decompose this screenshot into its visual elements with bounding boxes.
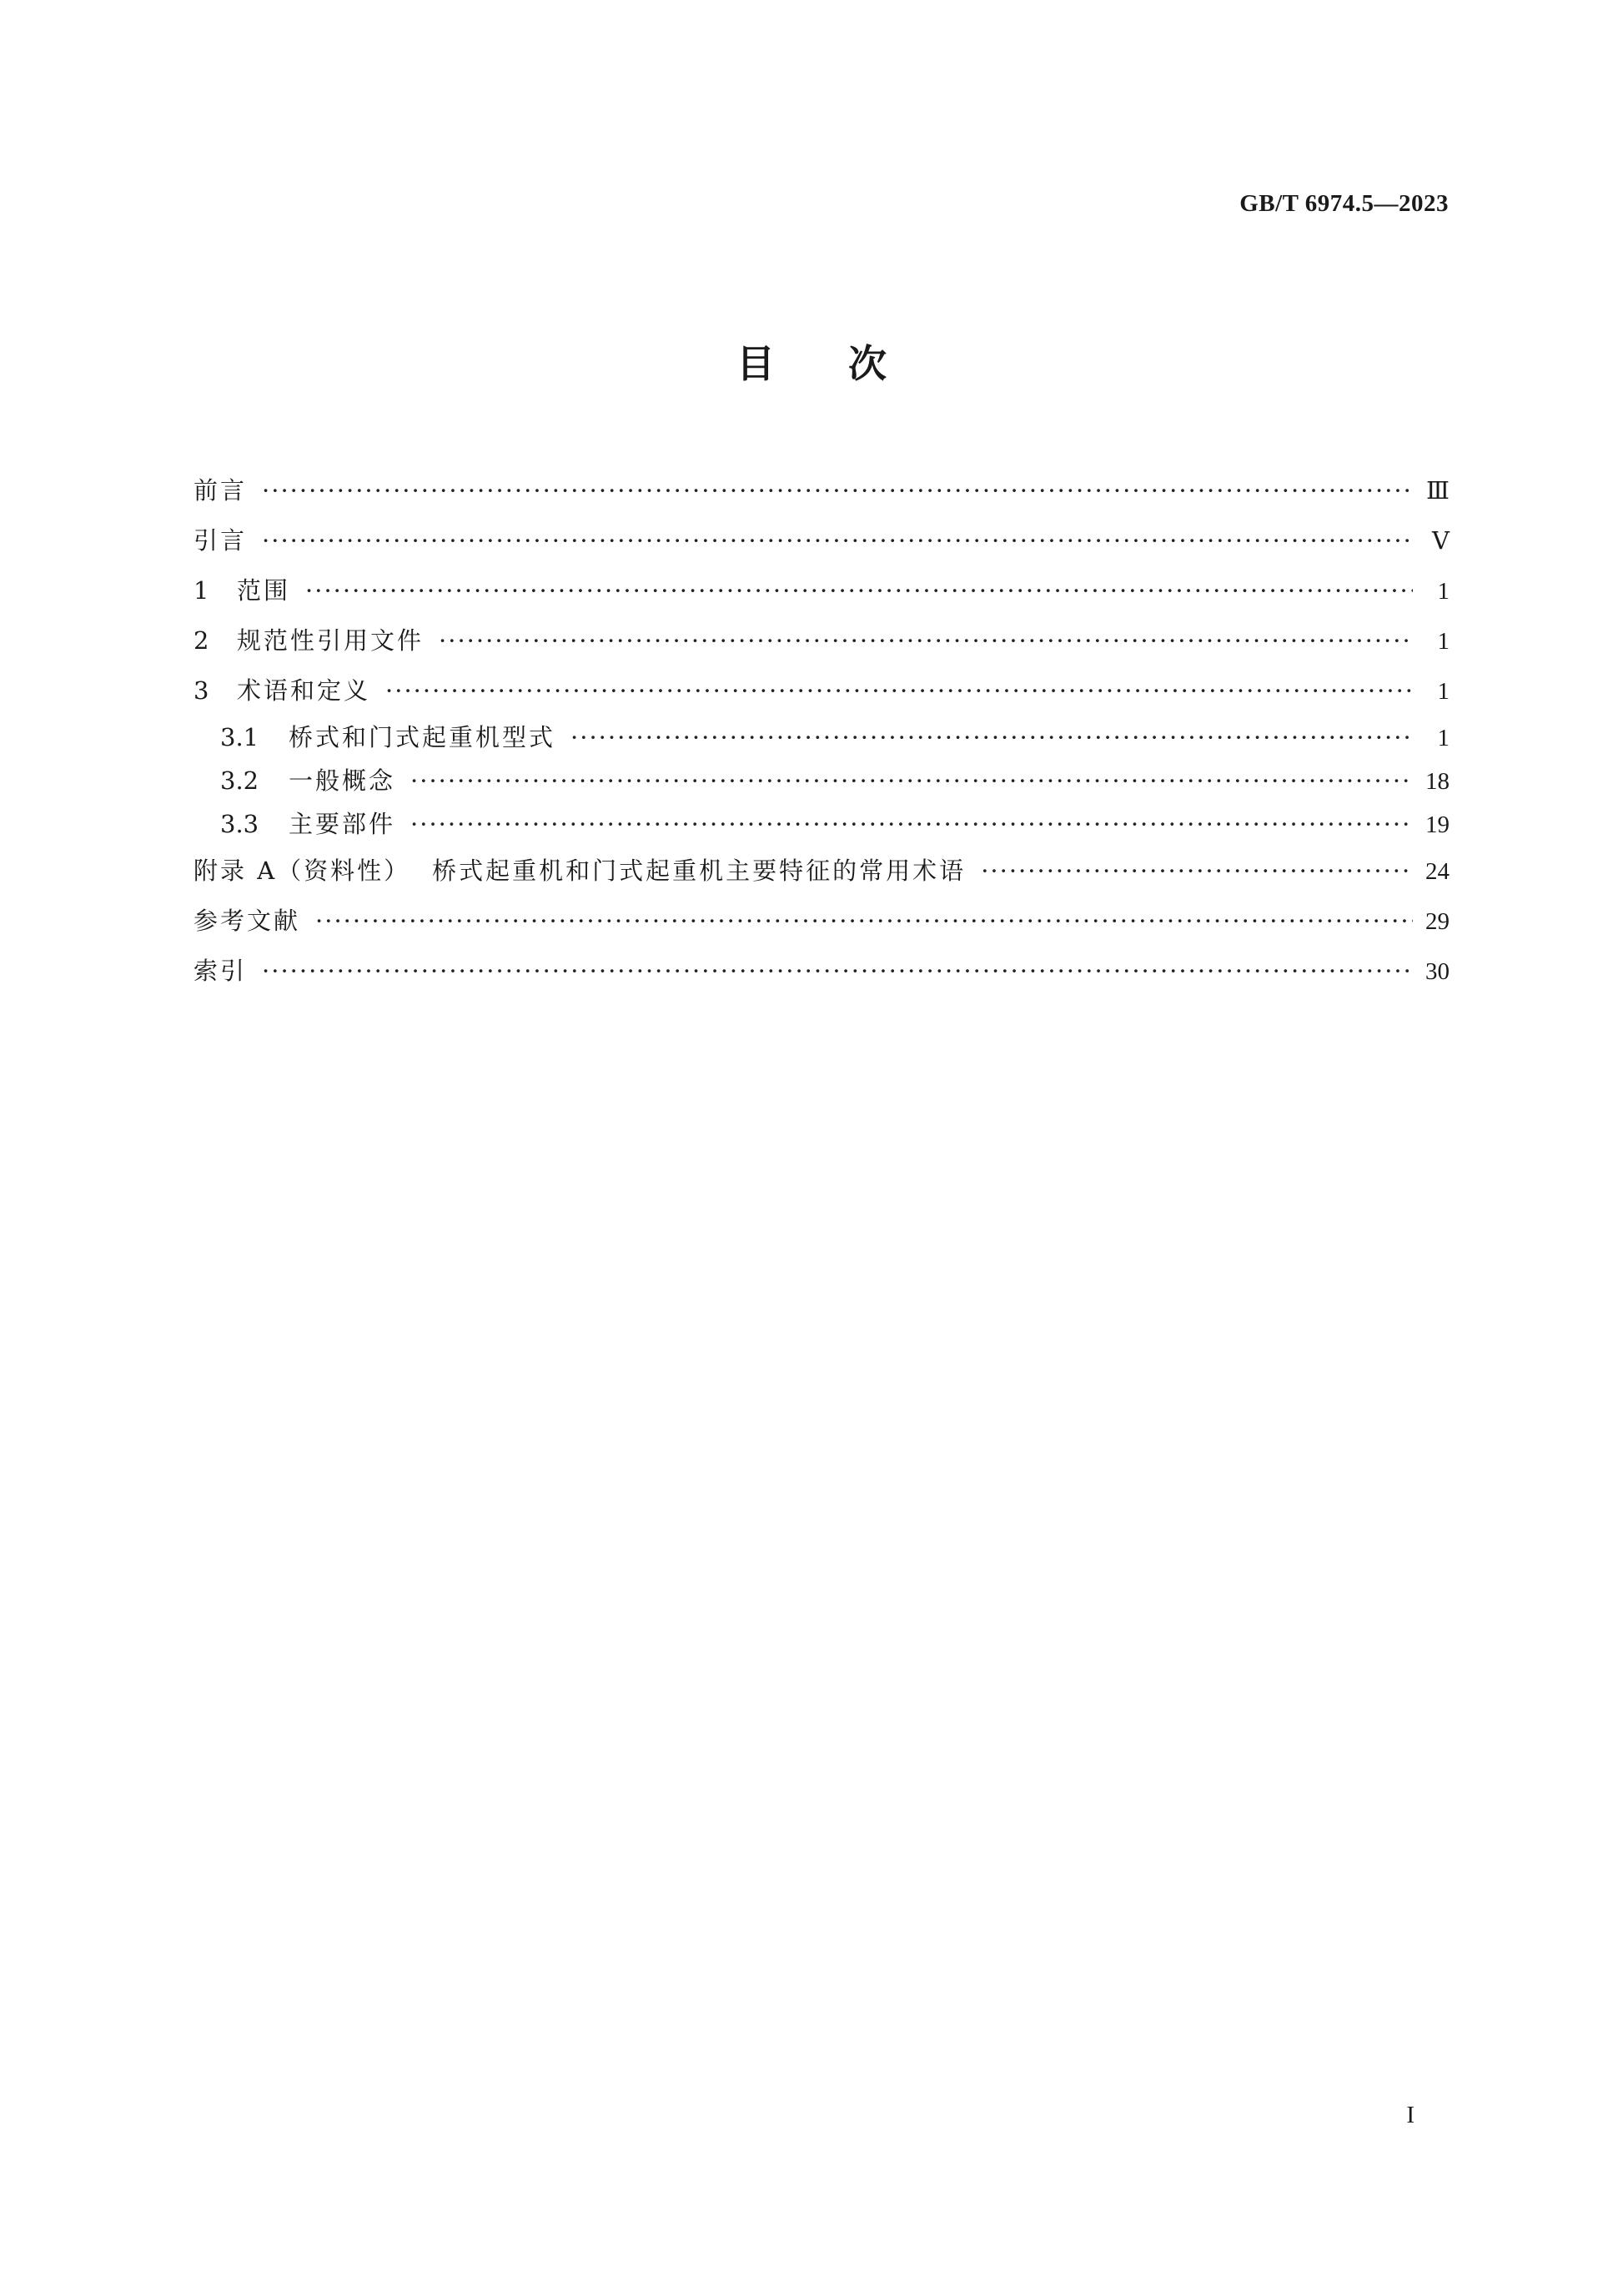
toc-entry-title: 桥式起重机和门式起重机主要特征的常用术语: [432, 857, 967, 885]
toc-entry-page: 1: [1437, 578, 1450, 605]
toc-entry-page: 24: [1425, 858, 1450, 885]
toc-entry-number: 1: [193, 576, 209, 605]
toc-entry-number: 2: [193, 626, 209, 655]
toc-leader-dots: [570, 716, 1413, 759]
toc-heading-part2: 次: [848, 341, 887, 386]
toc-entry-number: 3: [193, 676, 209, 705]
toc-entry-page: Ⅲ: [1426, 478, 1450, 505]
toc-entry-number: 3.3: [220, 810, 259, 838]
toc-entry-annex-a[interactable]: [193, 846, 1450, 896]
toc-entry-scope[interactable]: [193, 565, 1450, 615]
toc-leader-dots: [385, 666, 1413, 716]
toc-leader-dots: [262, 946, 1413, 996]
toc-entry-page: 19: [1425, 811, 1450, 838]
toc-entry-title: 范围: [237, 576, 291, 605]
toc-entry-terms-definitions[interactable]: [193, 666, 1450, 716]
toc-entry-title: 一般概念: [289, 766, 396, 795]
toc-entry-page: Ⅴ: [1432, 528, 1450, 555]
toc-entry-title: 前言: [193, 476, 248, 505]
toc-entry-title: 索引: [193, 957, 248, 985]
toc-entry-page: 1: [1437, 678, 1450, 705]
toc-entry-normative-references[interactable]: [193, 615, 1450, 666]
toc-entry-foreword[interactable]: [193, 465, 1450, 515]
toc-heading-part1: 目: [736, 341, 775, 386]
toc-entry-3-3[interactable]: [193, 802, 1450, 846]
toc-entry-title: 主要部件: [289, 810, 396, 838]
toc-leader-dots: [262, 515, 1413, 565]
toc-leader-dots: [305, 565, 1413, 615]
toc-leader-dots: [315, 896, 1413, 946]
toc-list: [193, 465, 1450, 996]
toc-entry-prefix: 附录 A（资料性）: [193, 857, 411, 885]
toc-entry-page: 18: [1425, 768, 1450, 795]
page-number: I: [1406, 2102, 1414, 2128]
toc-leader-dots: [262, 465, 1413, 515]
toc-entry-page: 1: [1437, 628, 1450, 655]
toc-leader-dots: [981, 846, 1413, 896]
toc-entry-introduction[interactable]: [193, 515, 1450, 565]
toc-entry-bibliography[interactable]: [193, 896, 1450, 946]
toc-entry-3-2[interactable]: [193, 759, 1450, 802]
toc-entry-page: 30: [1425, 958, 1450, 985]
toc-leader-dots: [410, 759, 1413, 802]
toc-entry-number: 3.1: [220, 723, 259, 751]
toc-entry-title: 参考文献: [193, 907, 301, 935]
toc-entry-title: 规范性引用文件: [237, 626, 425, 655]
toc-entry-title: 术语和定义: [237, 676, 371, 705]
standard-code: GB/T 6974.5—2023: [1239, 190, 1449, 217]
toc-entry-3-1[interactable]: [193, 716, 1450, 759]
toc-entry-index[interactable]: [193, 946, 1450, 996]
toc-entry-title: 桥式和门式起重机型式: [289, 723, 556, 751]
toc-entry-page: 29: [1425, 908, 1450, 935]
toc-heading: [0, 334, 1623, 389]
toc-leader-dots: [439, 615, 1413, 666]
toc-entry-title: 引言: [193, 526, 248, 555]
toc-entry-number: 3.2: [220, 766, 259, 795]
toc-entry-page: 1: [1437, 725, 1450, 751]
toc-leader-dots: [410, 802, 1413, 846]
